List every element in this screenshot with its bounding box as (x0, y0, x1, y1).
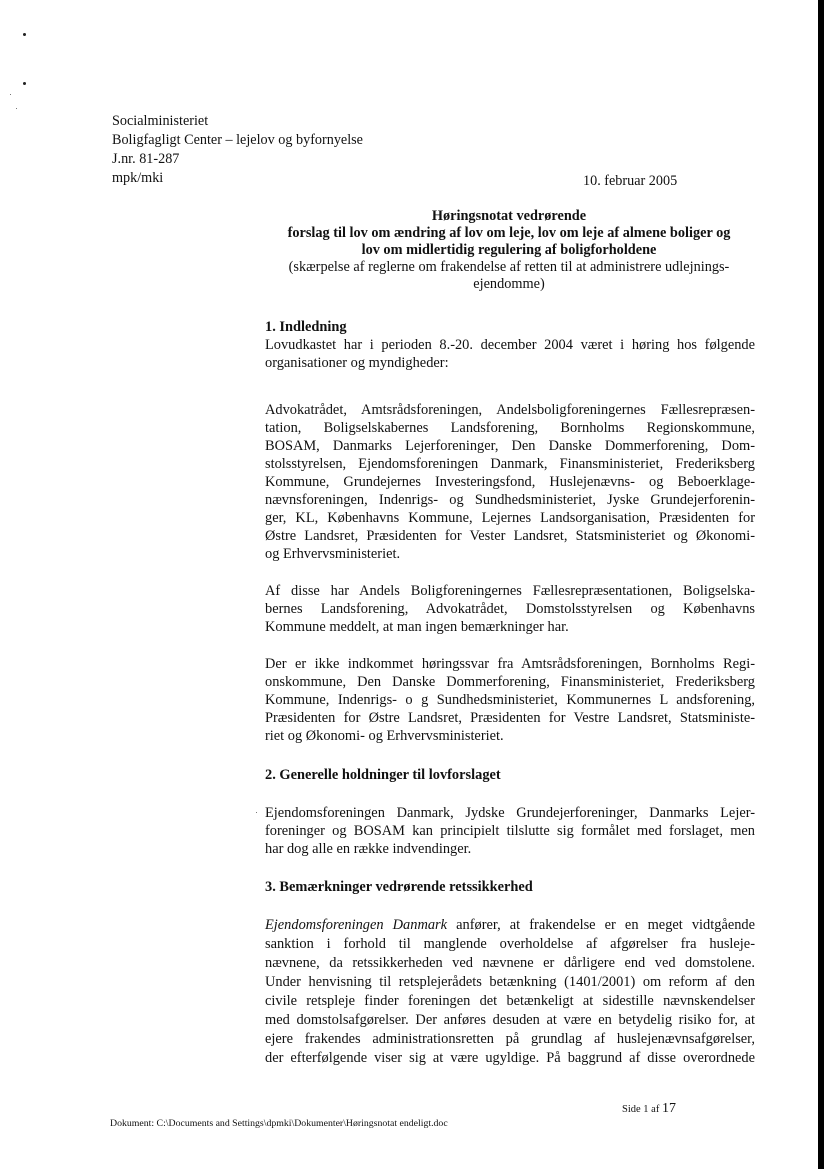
title-line: Høringsnotat vedrørende (431, 208, 587, 224)
page-number-prefix: Side 1 af (622, 1104, 662, 1115)
scan-speck (23, 82, 26, 85)
text-line: nævnsforeningen, Indenrigs- og Sundhedsministeriet, Jyske Grundejerforenin- (265, 492, 755, 508)
text-line: Der er ikke indkommet høringssvar fra Amtsrådsforeningen, Bornholms Regi- (265, 656, 755, 672)
text-line: Præsidenten for Østre Landsret, Præsidenten for Vestre Landsret, Statsministe- (265, 710, 755, 726)
scan-border (818, 0, 824, 1169)
subtitle-line: ejendomme) (473, 276, 545, 292)
section1-no-comments-paragraph (265, 582, 755, 636)
text-line: Kommune meddelt, at man ingen bemærkninger har. (265, 619, 569, 635)
scan-speck (23, 33, 26, 36)
text-line: Under henvisning til retsplejerådets betænkning (1401/2001) om reform af den (265, 974, 755, 990)
sender-block (112, 112, 363, 188)
text-line: ejere frakendes administrationsretten på grundlag af huslejenævnsafgørelser, (265, 1031, 755, 1047)
text-line: stolsstyrelsen, Ejendomsforeningen Danmark, Finansministeriet, Frederiksberg (265, 456, 755, 472)
section2-paragraph (265, 804, 755, 858)
text-line: civile retspleje finder foreningen det betænkeligt at sidestille nævnskendelser (265, 993, 755, 1009)
text-line: BOSAM, Danmarks Lejerforeninger, Den Danske Dommerforening, Dom- (265, 438, 755, 454)
text-line: Kommune, Grundejernes Investeringsfond, Huslejenævns- og Beboerklage- (265, 474, 755, 490)
sender-initials: mpk/mki (112, 170, 164, 186)
text-line: sanktion i forhold til manglende overholdelse af afgørelser fra husleje- (265, 936, 755, 952)
page-total: 17 (661, 1101, 676, 1116)
document-path: Dokument: C:\Documents and Settings\dpmki\Dokumenter\Høringsnotat endeligt.doc (110, 1118, 448, 1129)
text-line: foreninger og BOSAM kan principielt tilslutte sig formålet med forslaget, men (265, 823, 755, 839)
sender-journal-number: J.nr. 81-287 (112, 151, 180, 167)
text-line (265, 916, 755, 935)
document-date: 10. februar 2005 (583, 173, 678, 189)
text-line: med domstolsafgørelser. Der anføres desuden at være en betydelig risiko for, at (265, 1012, 755, 1028)
text-line: ger, KL, Københavns Kommune, Lejernes Landsorganisation, Præsidenten for (265, 510, 755, 526)
sender-department: Boligfagligt Center – lejelov og byfornyelse (112, 132, 363, 148)
section-heading-3: 3. Bemærkninger vedrørende retssikkerhed (265, 879, 533, 895)
section-heading-1: 1. Indledning (265, 319, 347, 335)
text-line: der efterfølgende viser sig at være ugyldige. På baggrund af disse overordnede (265, 1050, 755, 1066)
subtitle-line: (skærpelse af reglerne om frakendelse af retten til at administrere udlejnings- (288, 259, 730, 275)
text-line: Af disse har Andels Boligforeningernes Fællesrepræsentationen, Boligselska- (265, 583, 755, 599)
text-line: riet og Økonomi- og Erhvervsministeriet. (265, 728, 504, 744)
page-number (622, 1101, 676, 1117)
text-line: Kommune, Indenrigs- o g Sundhedsministeriet, Kommunernes L andsforening, (265, 692, 755, 708)
sender-ministry: Socialministeriet (112, 113, 209, 129)
text-line: bernes Landsforening, Advokatrådet, Domstolsstyrelsen og Københavns (265, 601, 755, 617)
text-fragment: anfører, at frakendelse er en meget vidtgående (447, 917, 755, 933)
title-line: lov om midlertidig regulering af boligforholdene (361, 242, 657, 258)
text-line: og Erhvervsministeriet. (265, 546, 401, 562)
text-line: tation, Boligselskabernes Landsforening, Bornholms Regionskommune, (265, 420, 755, 436)
title-block (262, 208, 756, 293)
section1-consulted-list (265, 401, 755, 563)
text-line: Lovudkastet har i perioden 8.-20. december 2004 været i høring hos følgende (265, 337, 755, 353)
text-line: Østre Landsret, Præsidenten for Vester Landsret, Statsministeriet og Økonomi- (265, 528, 755, 544)
text-line: Advokatrådet, Amtsrådsforeningen, Andelsboligforeningernes Fællesrepræsen- (265, 402, 755, 418)
text-line: nævnene, da retssikkerheden ved nævnene er dårligere end ved domstolene. (265, 955, 755, 971)
text-line: organisationer og myndigheder: (265, 355, 449, 371)
text-line: Ejendomsforeningen Danmark, Jydske Grundejerforeninger, Danmarks Lejer- (265, 805, 755, 821)
section1-no-response-paragraph (265, 655, 755, 745)
section-heading-2: 2. Generelle holdninger til lovforslaget (265, 767, 501, 783)
title-line: forslag til lov om ændring af lov om leje, lov om leje af almene boliger og (287, 225, 731, 241)
document-body (265, 318, 755, 1068)
section3-paragraph (265, 916, 755, 1068)
text-line: onskommune, Den Danske Dommerforening, Finansministeriet, Frederiksberg (265, 674, 755, 690)
text-line: har dog alle en række indvendinger. (265, 841, 472, 857)
scan-speck (16, 108, 17, 109)
organisation-name: Ejendomsforeningen Danmark (265, 917, 448, 933)
section1-intro (265, 336, 755, 372)
scan-speck (10, 94, 11, 95)
scan-speck (256, 812, 257, 813)
